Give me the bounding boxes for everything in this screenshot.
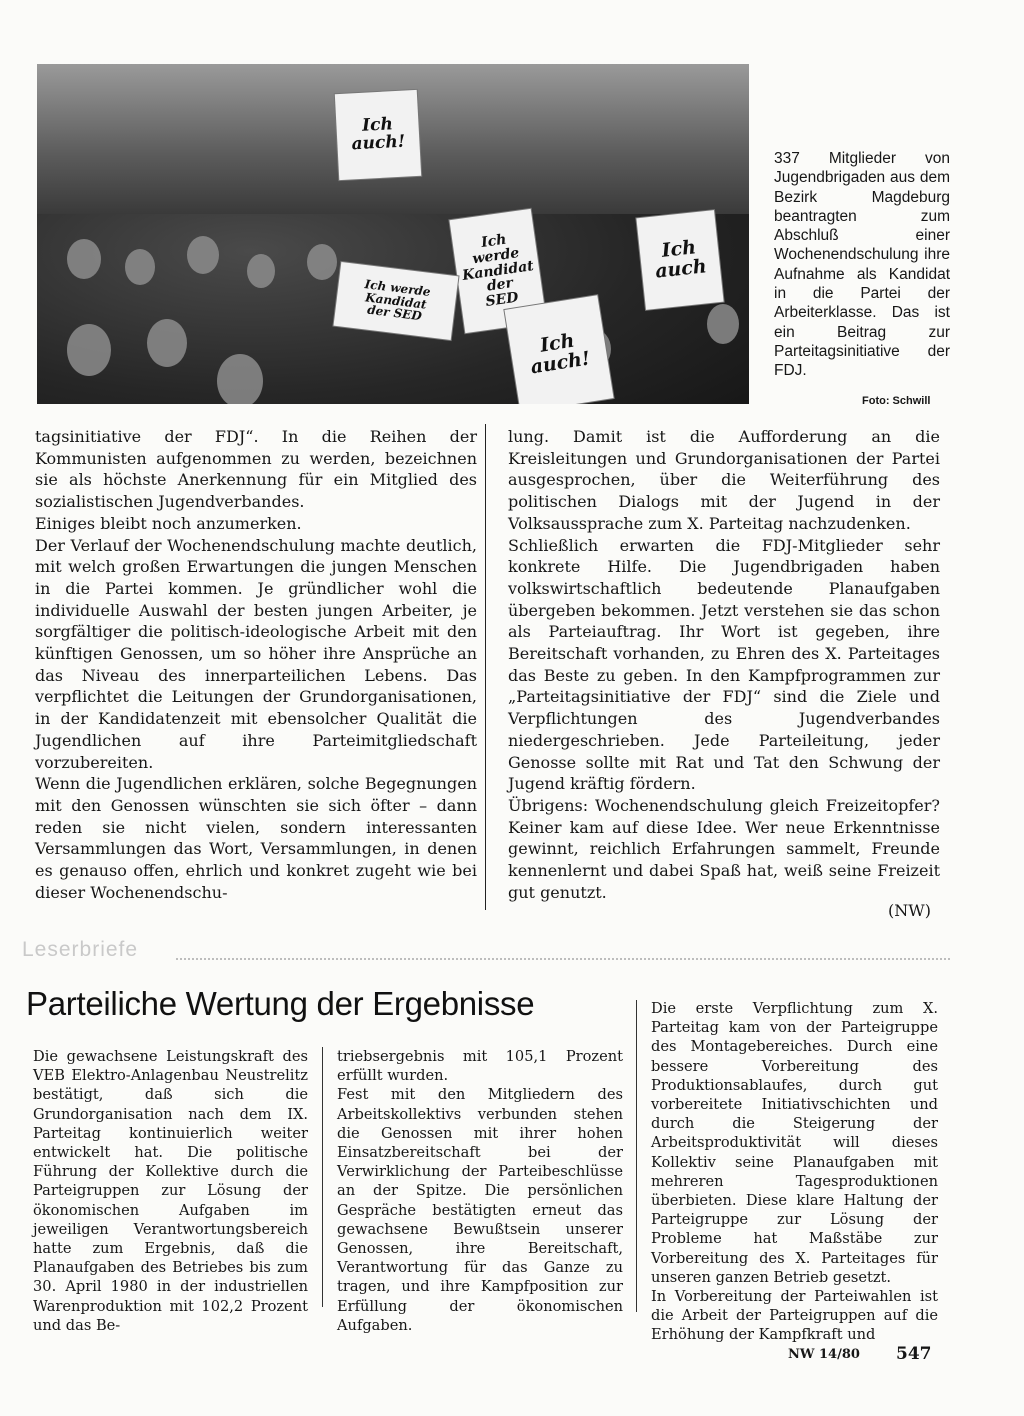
photo-person	[247, 254, 275, 288]
photo-person	[187, 236, 219, 274]
photo-person	[125, 249, 155, 285]
protest-sign: Ich auch	[636, 210, 723, 310]
photo-person	[307, 244, 337, 280]
paragraph: Der Verlauf der Wochenendschulung machte deutlich, mit welch großen Erwartungen die jungen Menschen in die Partei kommen. Je gründlicher wohl die individuelle Auswahl der besten jungen Arbeiter, je sorgfältiger die politisch-ideologische Arbeit mit den künftigen Genossen, um so höher ihre Ansprüche an das Niveau des innerparteilichen Lebens. Das verpflichtet die Leitungen der Grundorganisationen, in der Kandidatenzeit mit ebensolcher Qualität die Jugendlichen auf ihre Parteimitgliedschaft vorzubereiten.	[35, 535, 477, 772]
paragraph: Die gewachsene Leistungskraft des VEB Elektro-Anlagenbau Neustrelitz bestätigt, daß sich die Grundorganisation nach dem IX. Parteitag kontinuierlich weiter entwickelt hat. Die politische Führung der Kollektive durch die Parteigruppen zur Lösung der ökonomischen Aufgaben im jeweiligen Verantwortungsbereich hatte zum Ergebnis, daß die Planaufgaben des Betriebes bis zum 30. April 1980 in der industriellen Warenproduktion mit 102,2 Prozent und das Be-	[33, 1048, 308, 1334]
paragraph: triebsergebnis mit 105,1 Prozent erfüllt wurden.	[337, 1048, 623, 1085]
photo-person	[67, 239, 101, 279]
protest-sign: Ich werde Kandidat der SED	[334, 262, 459, 340]
author-signature: (NW)	[888, 901, 931, 920]
letter-column-3	[651, 999, 938, 1345]
photo-person	[217, 354, 263, 404]
paragraph: tagsinitiative der FDJ“. In die Reihen der Kommunisten aufgenommen zu werden, bezeichnen sie als höchste Anerkennung für ein Mitglied des sozialistischen Jugendverbandes.	[35, 427, 477, 512]
column-divider	[485, 424, 486, 910]
column-divider	[636, 1000, 637, 1312]
rubric-divider	[176, 958, 950, 960]
section-rubric: Leserbriefe	[22, 938, 139, 961]
letter-column-1	[33, 1047, 308, 1335]
letter-headline: Parteiliche Wertung der Ergebnisse	[26, 985, 535, 1022]
photo-person	[707, 304, 739, 344]
paragraph: Übrigens: Wochenendschulung gleich Freizeitopfer? Keiner kam auf diese Idee. Wer neue Erkenntnisse gewinnt, reichlich Erfahrungen sammelt, Freunde kennenlernt und dabei Spaß hat, weiß seine Freizeit gut genutzt.	[508, 795, 940, 902]
protest-sign: Ich auch!	[504, 295, 613, 404]
paragraph: lung. Damit ist die Aufforderung an die Kreisleitungen und Grundorganisationen der Partei ausgesprochen, über die Weiterführung des politischen Dialogs mit der Jugend in der Volksaussprache zum X. Parteitag nachzudenken.	[508, 427, 940, 533]
journal-issue: NW 14/80	[788, 1347, 860, 1362]
paragraph: Einiges bleibt noch anzumerken.	[35, 513, 302, 533]
article-column-right	[508, 426, 940, 903]
page-number: 547	[896, 1344, 932, 1364]
photo-caption: 337 Mitglieder von Jugendbrigaden aus dem Bezirk Magdeburg beantragten zum Abschluß einer Wochenendschulung ihre Aufnahme als Kandidat in die Partei der Arbeiterklasse. Das ist ein Beitrag zur Parteitagsinitiative der FDJ.	[774, 150, 950, 380]
paragraph: Die erste Verpflichtung zum X. Parteitag kam von der Parteigruppe des Montagebereiches. Durch eine bessere Vorbereitung des Produktionsablaufes, durch gut vorbereitete Initiativschichten und durch die Steigerung der Arbeitsproduktivität will dieses Kollektiv seine Planaufgaben mit mehreren Tagesproduktionen überbieten. Diese klare Haltung der Parteigruppe zur Lösung der Probleme hat Maßstäbe zur Vorbereitung des X. Parteitages für unseren ganzen Betrieb gesetzt.	[651, 1000, 938, 1286]
article-column-left	[35, 426, 477, 903]
column-divider	[322, 1047, 323, 1307]
protest-sign: Ich auch!	[335, 90, 421, 180]
photo-person	[147, 319, 187, 367]
letter-column-2	[337, 1047, 623, 1335]
paragraph: Schließlich erwarten die FDJ-Mitglieder sehr konkrete Hilfe. Die Jugendbrigaden haben volkswirtschaftlich bedeutende Planaufgaben übergeben bekommen. Jetzt verstehen sie das schon als Parteiauftrag. Ihr Wort ist gegeben, ihre Bereitschaft vorhanden, zu Ehren des X. Parteitages das Beste zu geben. In den Kampfprogrammen zur „Parteitagsinitiative der FDJ“ sind die Ziele und Verpflichtungen des Jugendverbandes niedergeschrieben. Jede Parteileitung, jeder Genosse sollte mit Rat und Tat den Schwung der Jugend kräftig fördern.	[508, 535, 940, 794]
photo-person	[67, 324, 111, 376]
paragraph: In Vorbereitung der Parteiwahlen ist die Arbeit der Parteigruppen auf die Erhöhung der Kampfkraft und	[651, 1288, 938, 1344]
photo-kandidaten-meeting	[37, 64, 749, 404]
photo-credit: Foto: Schwill	[862, 395, 931, 407]
paragraph: Fest mit den Mitgliedern des Arbeitskollektivs verbunden stehen die Genossen mit ihrer hohen Einsatzbereitschaft bei der Verwirklichung der Parteibeschlüsse an der Spitze. Die persönlichen Gespräche bestätigten erneut das gewachsene Bewußtsein unserer Genossen, ihre Bereitschaft, Verantwortung für das Ganze zu tragen, und ihre Kampfposition zur Erfüllung der ökonomischen Aufgaben.	[337, 1086, 623, 1334]
protest-sign: Ich werde Kandidat der SED	[449, 209, 546, 333]
paragraph: Wenn die Jugendlichen erklären, solche Begegnungen mit den Genossen wünschten sie sich öfter – dann reden sie nicht vielen, sondern interessanten Versammlungen das Wort, Versammlungen, in denen es genauso offen, ehrlich und konkret zugeht wie bei dieser Wochenendschu-	[35, 774, 477, 902]
